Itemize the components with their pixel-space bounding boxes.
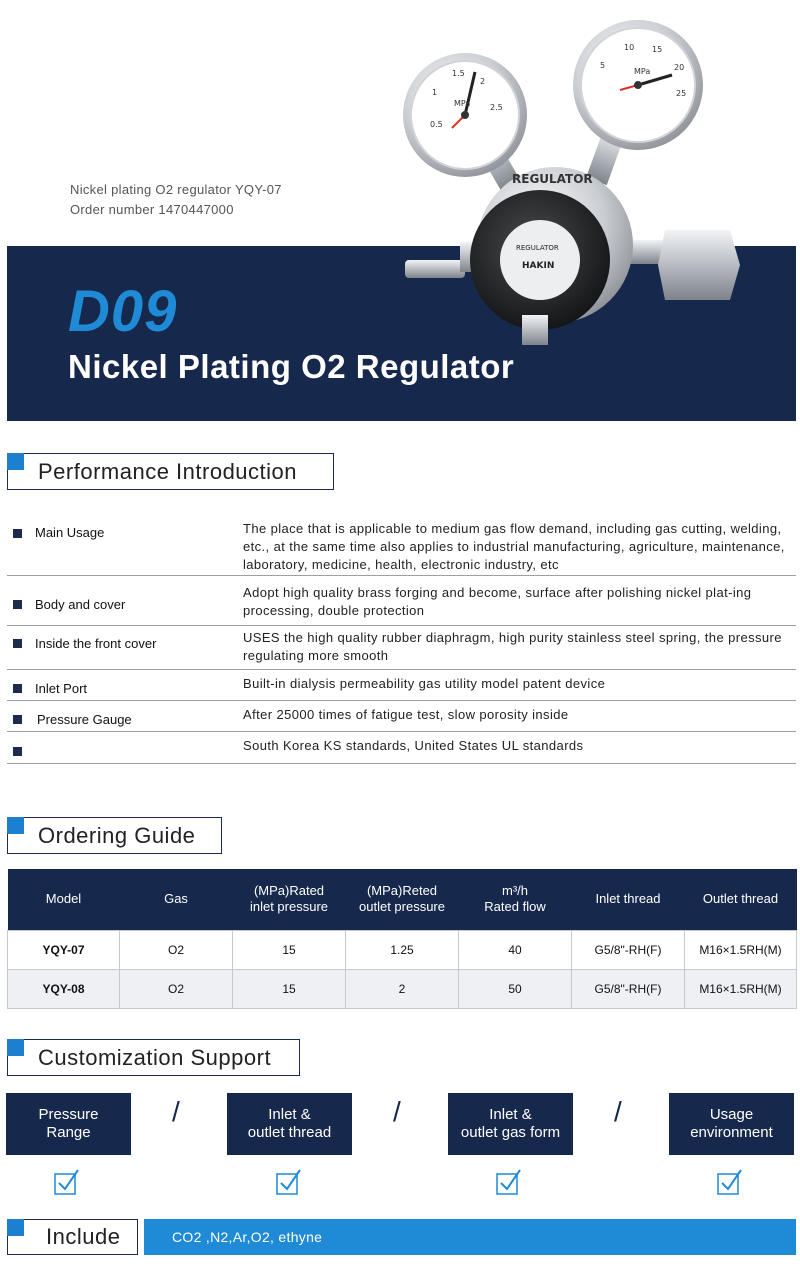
bullet-icon [13, 529, 22, 538]
cell-rated-flow: 40 [459, 930, 572, 969]
product-title: Nickel Plating O2 Regulator [68, 348, 515, 385]
perf-row-standards [7, 732, 796, 764]
regulator-image [380, 10, 760, 350]
cell-outlet-thread: M16×1.5RH(M) [685, 930, 797, 969]
include-gases: CO2 ,N2,Ar,O2, ethyne [172, 1229, 323, 1245]
product-code: D09 [68, 279, 178, 344]
gauge-right-tick-2: 10 [624, 43, 635, 52]
table-row [8, 930, 797, 969]
bullet-icon [13, 747, 22, 756]
checkbox-checked-icon [276, 1168, 302, 1196]
option-pressure-range: Pressure Range [6, 1093, 131, 1155]
perf-desc: USES the high quality rubber diaphragm, high purity stainless steel spring, the pressure regulating more smooth [243, 630, 782, 663]
ordering-heading: Ordering Guide [7, 817, 222, 854]
separator: / [614, 1096, 622, 1127]
gauge-left-tick-3: 1.5 [452, 69, 465, 78]
include-heading: Include [7, 1219, 138, 1255]
bullet-icon [13, 684, 22, 693]
option-inlet-outlet-thread: Inlet & outlet thread [227, 1093, 352, 1155]
option-usage-environment: Usage environment [669, 1093, 794, 1155]
heading-square-icon [7, 817, 24, 834]
perf-row-main-usage [7, 515, 796, 576]
perf-desc: Adopt high quality brass forging and become, surface after polishing nickel plat-ing processing, double protection [243, 585, 752, 618]
col-inlet-thread: Inlet thread [572, 869, 685, 930]
cell-outlet-thread: M16×1.5RH(M) [685, 969, 797, 1008]
cell-outlet-pressure: 1.25 [346, 930, 459, 969]
perf-desc: South Korea KS standards, United States UL standards [243, 738, 584, 753]
col-model: Model [8, 869, 120, 930]
separator: / [393, 1096, 401, 1127]
gauge-left-unit: MPa [454, 99, 471, 108]
gauge-right-tick-4: 20 [674, 63, 685, 72]
perf-row-front-cover [7, 626, 796, 670]
perf-label: Inlet Port [35, 681, 88, 696]
product-caption [70, 180, 282, 220]
perf-desc: After 25000 times of fatigue test, slow porosity inside [243, 707, 569, 722]
checkbox-checked-icon [717, 1168, 743, 1196]
col-outlet-pressure: (MPa)Reted outlet pressure [346, 869, 459, 930]
heading-square-icon [7, 453, 24, 470]
cell-gas: O2 [120, 969, 233, 1008]
performance-list [7, 515, 796, 764]
cell-inlet-thread: G5/8"-RH(F) [572, 969, 685, 1008]
heading-square-icon [7, 1219, 24, 1236]
separator: / [172, 1096, 180, 1127]
ordering-table [7, 869, 797, 1009]
cell-outlet-pressure: 2 [346, 969, 459, 1008]
perf-row-inlet-port [7, 670, 796, 701]
gauge-right-unit: MPa [634, 67, 651, 76]
col-rated-flow: m³/h Rated flow [459, 869, 572, 930]
cell-rated-flow: 50 [459, 969, 572, 1008]
heading-square-icon [7, 1039, 24, 1056]
gauge-right-tick-1: 5 [600, 61, 606, 70]
gauge-left-tick-5: 2.5 [490, 103, 503, 112]
cell-inlet-thread: G5/8"-RH(F) [572, 930, 685, 969]
col-outlet-thread: Outlet thread [685, 869, 797, 930]
col-inlet-pressure: (MPa)Rated inlet pressure [233, 869, 346, 930]
perf-row-body-cover [7, 576, 796, 626]
perf-desc: Built-in dialysis permeability gas utility model patent device [243, 676, 606, 691]
gauge-right-tick-3: 15 [652, 45, 663, 54]
gauge-left-tick-2: 1 [432, 88, 438, 97]
customization-heading: Customization Support [7, 1039, 300, 1076]
cell-inlet-pressure: 15 [233, 930, 346, 969]
perf-label: Body and cover [35, 597, 126, 612]
body-label: REGULATOR [512, 172, 593, 186]
perf-label: Main Usage [35, 525, 105, 540]
cell-model: YQY-08 [8, 969, 120, 1008]
cell-model: YQY-07 [8, 930, 120, 969]
bullet-icon [13, 600, 22, 609]
caption-order-number: Order number 1470447000 [70, 202, 234, 217]
option-inlet-outlet-gas-form: Inlet & outlet gas form [448, 1093, 573, 1155]
caption-name: Nickel plating O2 regulator YQY-07 [70, 182, 282, 197]
gauge-left-tick-4: 2 [480, 77, 486, 86]
cell-gas: O2 [120, 930, 233, 969]
cell-inlet-pressure: 15 [233, 969, 346, 1008]
knob-brand: HAKIN [522, 261, 555, 271]
gauge-left-tick-1: 0.5 [430, 120, 443, 129]
perf-desc: The place that is applicable to medium gas flow demand, including gas cutting, welding, etc., at the same time also applies to industrial manufacturing, agriculture, maintenance, laboratory, medicine, health, electronic industry, etc [243, 521, 785, 572]
checkbox-checked-icon [496, 1168, 522, 1196]
perf-label: Inside the front cover [35, 636, 157, 651]
knob-label: REGULATOR [516, 244, 559, 252]
gauge-right-tick-5: 25 [676, 89, 687, 98]
table-row [8, 969, 797, 1008]
checkbox-checked-icon [54, 1168, 80, 1196]
bullet-icon [13, 639, 22, 648]
table-header-row [8, 869, 797, 930]
performance-heading: Performance Introduction [7, 453, 334, 490]
perf-label: Pressure Gauge [37, 712, 132, 727]
bullet-icon [13, 715, 22, 724]
col-gas: Gas [120, 869, 233, 930]
perf-row-pressure-gauge [7, 701, 796, 732]
